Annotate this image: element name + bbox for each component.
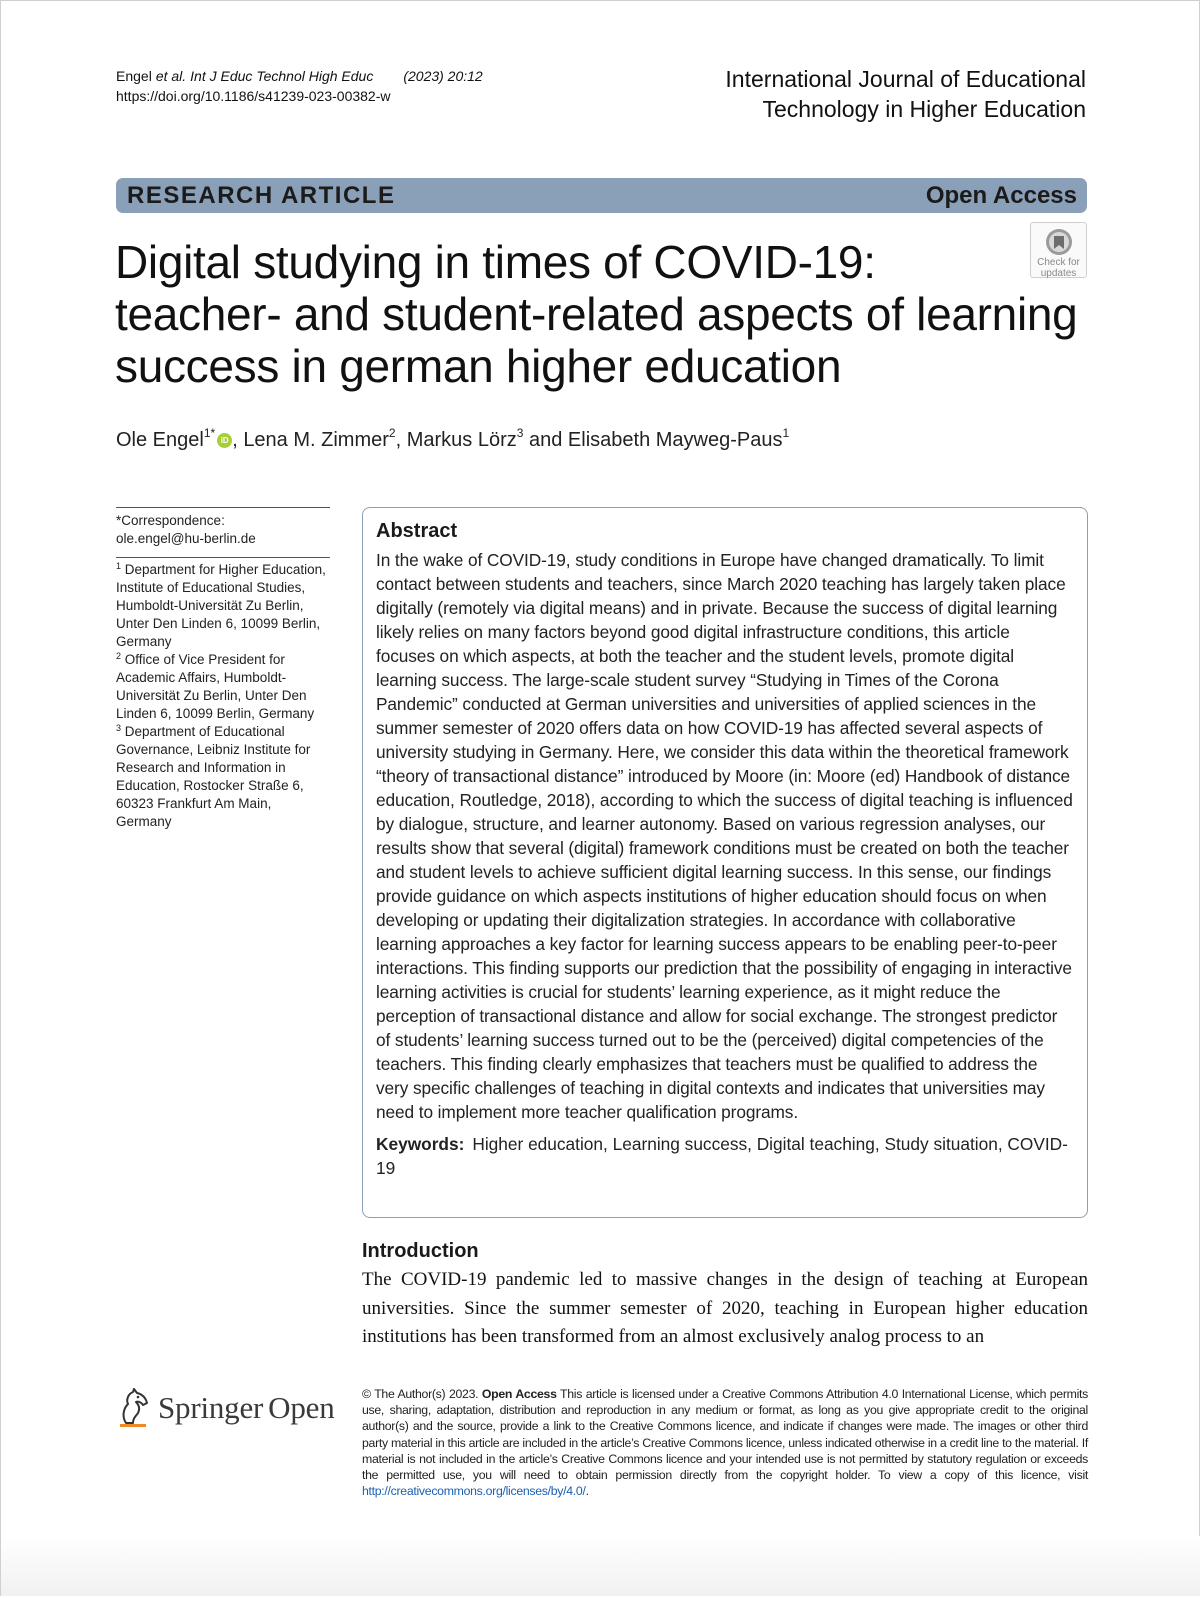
citation-header bbox=[116, 66, 483, 106]
author-affiliation-sup: 1 bbox=[782, 426, 790, 440]
abstract-text: In the wake of COVID-19, study conditions in Europe have changed dramatically. To limit contact between students and teachers, since March 2020 teaching has largely taken place digitally (remotely via digital means) and in private. Because the success of digital learning likely relies on many factors beyond good digital infrastructure conditions, this article focuses on which aspects, at both the teacher and the student levels, promote digital learning success. The large-scale student survey “Studying in Times of the Corona Pandemic” conducted at German universities and universities of applied sciences in the summer semester of 2020 offers data on how COVID-19 has affected several aspects of university studying in Germany. Here, we consider this data within the theoretical framework “theory of transactional distance” introduced by Moore (in: Moore (ed) Handbook of distance education, Routledge, 2018), according to which the success of digital teaching is influenced by dialogue, structure, and learner autonomy. Based on various regression analyses, our results show that several (digital) framework conditions must be created on both the teacher and student levels to achieve sufficient digital learning success. In this sense, our findings provide guidance on which aspects institutions of higher education should focus on when developing or updating their digitalization strategies. In accordance with collaborative learning approaches a key factor for learning success appears to be enabling peer-to-peer interactions. This finding supports our prediction that the possibility of engaging in interactive learning activities is crucial for students’ learning experience, as it might reduce the perception of transactional distance and allow for social exchange. The strongest predictor of students’ learning success turned out to be the (perceived) digital competencies of the teachers. This finding clearly emphasizes that teachers must be qualified to address the very specific challenges of teaching in digital contexts and indicates that universities may need to implement more teacher qualification programs. bbox=[376, 550, 1073, 1122]
author-affiliation-sup: 2 bbox=[388, 426, 396, 440]
title-line2: teacher- and student-related aspects of learning bbox=[115, 288, 1078, 340]
abstract-heading: Abstract bbox=[376, 520, 458, 542]
license-open-access: Open Access bbox=[481, 1387, 557, 1401]
keywords-list: Higher education, Learning success, Digital teaching, Study situation, COVID-19 bbox=[376, 1134, 1068, 1178]
citation-year: (2023) 20:12 bbox=[403, 68, 483, 84]
citation-line bbox=[116, 66, 483, 86]
doi-link[interactable]: https://doi.org/10.1186/s41239-023-00382-w bbox=[116, 88, 391, 104]
correspondence-label: *Correspondence: bbox=[116, 513, 225, 528]
affiliation-number: 1 bbox=[116, 561, 122, 571]
affiliation-sidebar bbox=[116, 507, 330, 831]
introduction-heading: Introduction bbox=[362, 1240, 479, 1262]
affiliation-text: Office of Vice President for Academic Affairs, Humboldt-Universität Zu Berlin, Unter Den Linden 6, 10099 Berlin, Germany bbox=[116, 652, 315, 721]
open-access-label: Open Access bbox=[925, 181, 1077, 209]
title-line1: Digital studying in times of COVID-19: bbox=[115, 236, 876, 288]
author-separator: , bbox=[232, 429, 244, 451]
springer-horse-icon bbox=[116, 1387, 152, 1429]
license-text: This article is licensed under a Creative Commons Attribution 4.0 International License, which permits use, sharing, adaptation, distribution and reproduction in any medium or format, as long as you give appropriate credit to the original author(s) and the source, provide a link to the Creative Commons licence, and indicate if changes were made. The images or other third party material in this article are included in the article’s Creative Commons licence, unless indicated otherwise in a credit line to the material. If material is not included in the article’s Creative Commons licence and your intended use is not permitted by statutory regulation or exceeds the permitted use, you will need to obtain permission directly from the copyright holder. To view a copy of this licence, visit bbox=[362, 1387, 1088, 1483]
affiliation-list bbox=[116, 558, 330, 831]
springer-open-logo[interactable] bbox=[116, 1385, 335, 1431]
author-name[interactable]: Ole Engel bbox=[116, 429, 204, 451]
affiliation-item bbox=[116, 723, 330, 831]
affiliation-text: Department for Higher Education, Institute of Educational Studies, Humboldt-Universität Zu Berlin, Unter Den Linden 6, 10099 Berlin, Germany bbox=[116, 562, 326, 649]
journal-name-line1: International Journal of Educational bbox=[725, 66, 1086, 92]
keywords bbox=[376, 1132, 1073, 1180]
springer-wordmark-open: Open bbox=[268, 1390, 335, 1425]
abstract-box bbox=[362, 507, 1088, 1218]
citation-journal: Int J Educ Technol High Educ bbox=[190, 68, 374, 84]
author-name[interactable]: Elisabeth Mayweg-Paus bbox=[567, 429, 783, 451]
affiliation-number: 3 bbox=[116, 723, 122, 733]
check-for-updates-line2: updates bbox=[1040, 268, 1077, 279]
author-name[interactable]: Lena M. Zimmer bbox=[243, 429, 389, 451]
affiliation-item bbox=[116, 561, 330, 651]
author-affiliation-sup: 1* bbox=[203, 426, 216, 440]
keywords-label: Keywords: bbox=[376, 1134, 465, 1154]
springer-wordmark-name: Springer bbox=[158, 1390, 264, 1425]
correspondence-email[interactable]: ole.engel@hu-berlin.de bbox=[116, 531, 256, 546]
orcid-icon[interactable]: iD bbox=[217, 433, 232, 448]
affiliation-number: 2 bbox=[116, 651, 122, 661]
affiliation-text: Department of Educational Governance, Leibniz Institute for Research and Information in Education, Rostocker Straße 6, 60323 Frankfurt Am Main, Germany bbox=[116, 724, 311, 829]
page-bottom-shade bbox=[1, 1536, 1200, 1596]
correspondence-block bbox=[116, 508, 330, 557]
license-link[interactable]: http://creativecommons.org/licenses/by/4.0/ bbox=[362, 1484, 586, 1499]
title-line3: success in german higher education bbox=[115, 340, 842, 392]
introduction-text: The COVID-19 pandemic led to massive changes in the design of teaching at European universities. Since the summer semester of 2020, teaching in European higher education institutions has been transformed from an almost exclusively analog process to an bbox=[362, 1269, 1088, 1347]
license-copyright: © The Author(s) 2023. bbox=[362, 1387, 482, 1401]
license-notice bbox=[362, 1386, 1088, 1499]
author-affiliation-sup: 3 bbox=[516, 426, 524, 440]
check-for-updates-line1: Check for bbox=[1037, 257, 1080, 268]
journal-name-line2: Technology in Higher Education bbox=[762, 96, 1086, 122]
author-separator: , bbox=[395, 429, 407, 451]
article-type-label: RESEARCH ARTICLE bbox=[127, 181, 396, 209]
journal-name bbox=[666, 64, 1086, 124]
affiliation-item bbox=[116, 651, 330, 723]
article-type-banner bbox=[116, 178, 1087, 213]
license-suffix: . bbox=[585, 1484, 589, 1499]
author-list bbox=[116, 426, 789, 454]
springer-open-wordmark bbox=[158, 1390, 335, 1426]
author-name[interactable]: Markus Lörz bbox=[406, 429, 517, 451]
author-separator: and bbox=[523, 429, 568, 451]
citation-author: Engel bbox=[116, 68, 152, 84]
article-title bbox=[115, 236, 1095, 392]
citation-etal: et al. bbox=[155, 68, 187, 84]
